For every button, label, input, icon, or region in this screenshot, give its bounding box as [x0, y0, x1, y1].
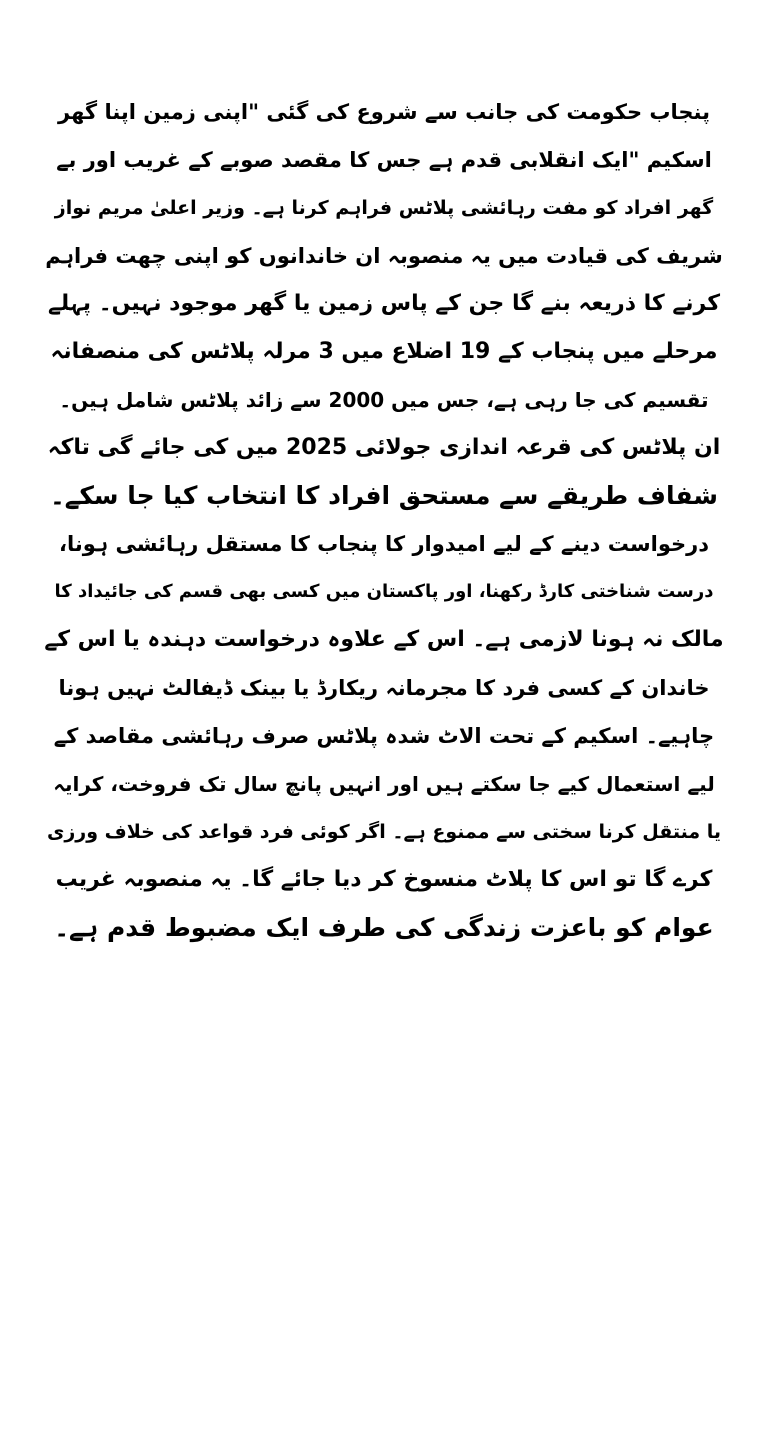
article-paragraph-2	[44, 520, 724, 952]
text-line: لیے استعمال کیے جا سکتے ہیں اور انہیں پانچ سال تک فروخت، کرایہ	[53, 772, 715, 796]
text-line: پنجاب حکومت کی جانب سے شروع کی گئی "اپنی زمین اپنا گھر	[58, 100, 710, 124]
text-line: اسکیم "ایک انقلابی قدم ہے جس کا مقصد صوبے کے غریب اور بے	[56, 148, 712, 172]
text-line: عوام کو باعزت زندگی کی طرف ایک مضبوط قدم ہے۔	[54, 913, 714, 942]
text-line: کرے گا تو اس کا پلاٹ منسوخ کر دیا جائے گا۔ یہ منصوبہ غریب	[55, 867, 713, 892]
text-line: کرنے کا ذریعہ بنے گا جن کے پاس زمین یا گھر موجود نہیں۔ پہلے	[48, 291, 720, 316]
text-line: شریف کی قیادت میں یہ منصوبہ ان خاندانوں کو اپنی چھت فراہم	[45, 244, 723, 268]
text-line: درست شناختی کارڈ رکھنا، اور پاکستان میں کسی بھی قسم کی جائیداد کا	[54, 581, 714, 602]
text-line: درخواست دینے کے لیے امیدوار کا پنجاب کا مستقل رہائشی ہونا،	[59, 532, 709, 556]
text-line: ان پلاٹس کی قرعہ اندازی جولائی 2025 میں کی جائے گی تاکہ	[47, 435, 721, 460]
text-line: مالک نہ ہونا لازمی ہے۔ اس کے علاوہ درخواست دہندہ یا اس کے	[44, 627, 724, 652]
text-line: شفاف طریقے سے مستحق افراد کا انتخاب کیا جا سکے۔	[50, 481, 718, 510]
text-line: گھر افراد کو مفت رہائشی پلاٹس فراہم کرنا ہے۔ وزیر اعلیٰ مریم نواز	[54, 197, 714, 219]
text-line: تقسیم کی جا رہی ہے، جس میں 2000 سے زائد پلاٹس شامل ہیں۔	[59, 388, 709, 412]
article-paragraph-1	[44, 88, 724, 520]
text-line: خاندان کے کسی فرد کا مجرمانہ ریکارڈ یا بینک ڈیفالٹ نہیں ہونا	[58, 676, 710, 700]
text-line: مرحلے میں پنجاب کے 19 اضلاع میں 3 مرلہ پلاٹس کی منصفانہ	[50, 339, 718, 364]
text-line: یا منتقل کرنا سختی سے ممنوع ہے۔ اگر کوئی فرد قواعد کی خلاف ورزی	[46, 821, 722, 843]
text-line: چاہیے۔ اسکیم کے تحت الاٹ شدہ پلاٹس صرف رہائشی مقاصد کے	[53, 724, 715, 748]
